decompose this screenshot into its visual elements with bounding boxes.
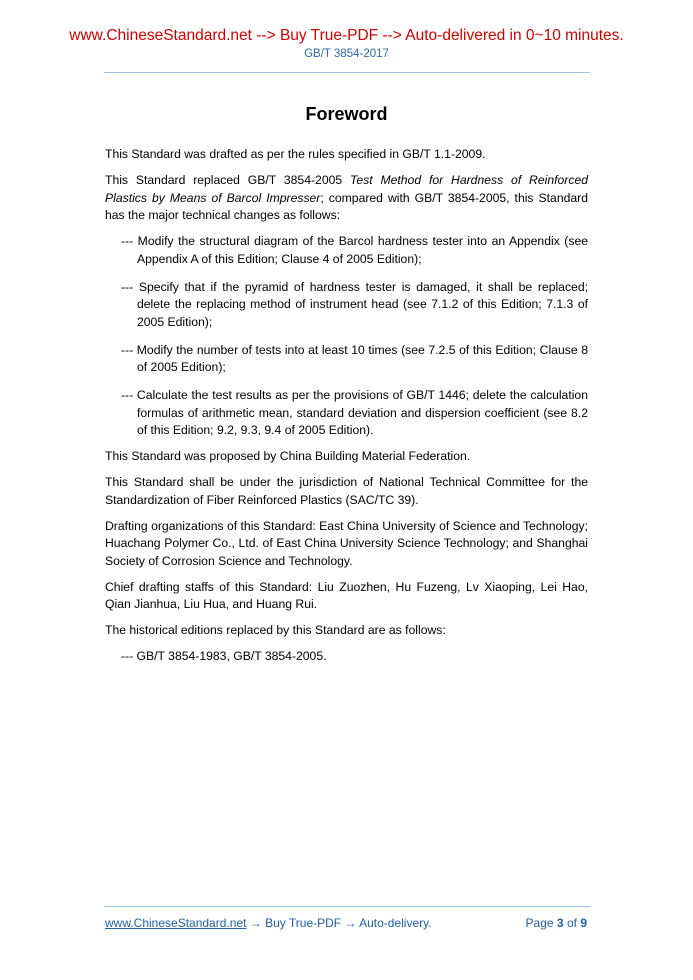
document-body xyxy=(105,146,588,676)
paragraph-proposed-by: This Standard was proposed by China Building Material Federation. xyxy=(105,449,471,463)
replacement-text-start: This Standard replaced GB/T 3854-2005 xyxy=(105,173,351,187)
paragraph-chief-drafting-staff: Chief drafting staffs of this Standard: Liu Zuozhen, Hu Fuzeng, Lv Xiaoping, Lei Hao, Qian Jianhua, Liu Hua, and Huang Rui. xyxy=(105,579,588,611)
paragraph-drafting-rules: This Standard was drafted as per the rules specified in GB/T 1.1-2009. xyxy=(105,147,486,161)
page-title: Foreword xyxy=(305,104,388,124)
header-divider xyxy=(104,72,590,73)
footer-promo xyxy=(105,915,432,931)
total-pages: 9 xyxy=(580,916,587,930)
paragraph-historical-editions: The historical editions replaced by this Standard are as follows: xyxy=(105,623,446,637)
change-item: --- Specify that if the pyramid of hardness tester is damaged, it shall be replaced; delete the replacing method of instrument head (see 7.1.2 of this Edition; 7.1.3 of 2005 Edition); xyxy=(121,279,588,329)
change-item: --- Calculate the test results as per the provisions of GB/T 1446; delete the calculation formulas of arithmetic mean, standard deviation and dispersion coefficient (see 8.2 of this Edition; 9.2, 9.3, 9.4 of 2005 Edition). xyxy=(121,388,588,437)
change-item: --- Modify the structural diagram of the Barcol hardness tester into an Appendix (see Appendix A of this Edition; Clause 4 of 2005 Edition); xyxy=(121,234,588,266)
change-item: --- Modify the number of tests into at least 10 times (see 7.2.5 of this Edition; Clause 8 of 2005 Edition); xyxy=(121,342,588,374)
edition-item: --- GB/T 3854-1983, GB/T 3854-2005. xyxy=(121,649,327,663)
paragraph-drafting-organizations: Drafting organizations of this Standard: East China University of Science and Technology; Huachang Polymer Co., Ltd. of East China University Science Technology; and Shanghai Society of Corrosion Science and Technology. xyxy=(105,518,588,568)
page-label: Page xyxy=(525,916,554,930)
document-number: GB/T 3854-2017 xyxy=(304,48,389,60)
promo-banner-link[interactable]: www.ChineseStandard.net --> Buy True-PDF --> Auto-delivered in 0~10 minutes. xyxy=(69,27,624,44)
replacement-text-end: ; compared with GB/T 3854-2005, this Standard has the major technical changes as follows: xyxy=(105,190,588,222)
footer-promo-text: → Buy True-PDF → Auto-delivery. xyxy=(246,916,432,930)
page-number xyxy=(526,915,587,931)
paragraph-replacement xyxy=(105,172,588,225)
current-page: 3 xyxy=(556,916,564,930)
page-of-label: of xyxy=(566,916,577,930)
footer-divider xyxy=(104,906,590,907)
page-header xyxy=(0,26,693,61)
paragraph-jurisdiction: This Standard shall be under the jurisdiction of National Technical Committee for the Standardization of Fiber Reinforced Plastics (SAC/TC 39). xyxy=(105,475,588,507)
replaced-standard-title: Test Method for Hardness of Reinforced Plastics by Means of Barcol Impresser xyxy=(105,173,589,205)
footer-site-link[interactable]: www.ChineseStandard.net xyxy=(105,916,247,930)
